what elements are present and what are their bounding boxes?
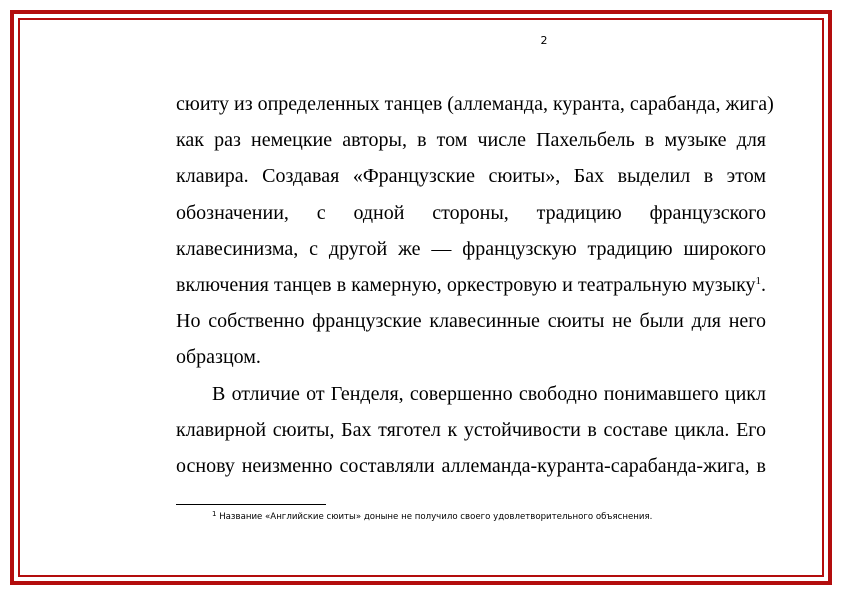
- footnote-separator: [176, 504, 326, 505]
- footnote-reference: 1: [755, 275, 761, 288]
- text-line: клавесинизма, с другой же — французскую традицию широкого: [176, 237, 766, 260]
- text-line: как раз немецкие авторы, в том числе Пахельбель в музыке для: [176, 129, 766, 152]
- text-line: основу неизменно составляли аллеманда-куранта-сарабанда-жига, в: [176, 455, 766, 478]
- text-line: образцом.: [176, 346, 261, 369]
- text-line: Но собственно французские клавесинные сюиты не были для него: [176, 310, 766, 333]
- text-line-content: включения танцев в камерную, оркестровую и театральную музыку: [176, 274, 756, 297]
- text-line: обозначении, с одной стороны, традицию французского: [176, 201, 766, 224]
- text-line-end: .: [761, 274, 766, 297]
- text-line: клавирной сюиты, Бах тяготел к устойчивости в составе цикла. Его: [176, 418, 766, 441]
- text-line: клавира. Создавая «Французские сюиты», Бах выделил в этом: [176, 165, 766, 188]
- footnote-marker: 1: [212, 510, 217, 518]
- page-number: 2: [540, 34, 548, 47]
- body-text: [176, 86, 774, 484]
- footnote: [212, 512, 652, 522]
- text-line-with-footnote: [176, 267, 766, 303]
- paragraph-first-line: В отличие от Генделя, совершенно свободно понимавшего цикл: [212, 382, 766, 405]
- text-line: сюиту из определенных танцев (аллеманда, куранта, сарабанда, жига): [176, 93, 774, 115]
- footnote-text: Название «Английские сюиты» доныне не получило своего удовлетворительного объяснения.: [216, 512, 653, 522]
